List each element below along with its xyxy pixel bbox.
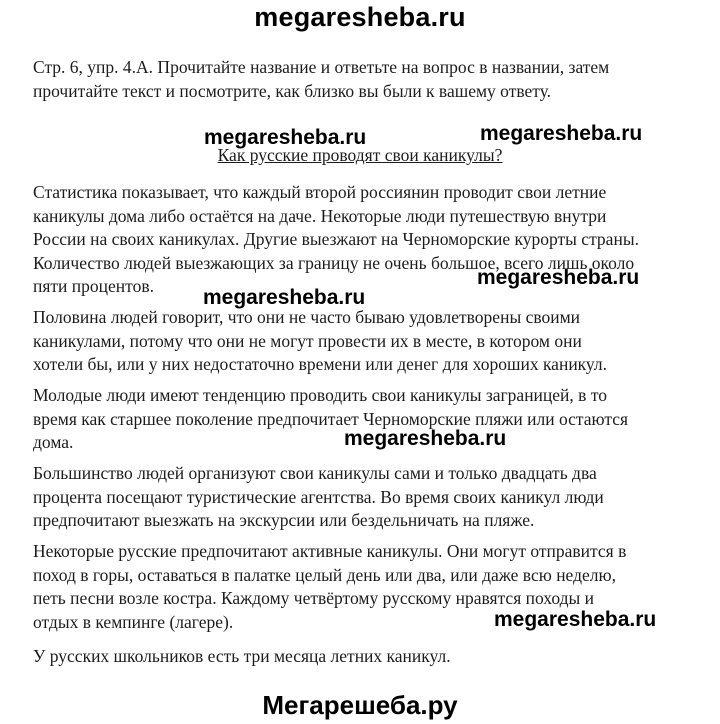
watermark: megaresheba.ru	[494, 608, 657, 631]
text-line: Количество людей выезжающих за границу не очень большое, всего лишь около	[33, 252, 635, 273]
text-line: поход в горы, оставаться в палатке целый день или два, или даже всю неделю,	[33, 564, 616, 585]
text-line: Молодые люди имеют тенденцию проводить свои каникулы заграницей, в то	[33, 385, 607, 405]
text-line: петь песни возле костра. Каждому четвёртому русскому нравятся походы и	[33, 588, 595, 608]
text-line: пяти процентов.	[33, 276, 154, 296]
site-footer-title: Мегарешеба.ру	[262, 690, 458, 720]
text-line: каникулы дома либо остаётся на даче. Некоторые люди путешествую внутри	[33, 205, 607, 226]
paragraph-2	[33, 306, 607, 377]
watermark: megaresheba.ru	[204, 126, 367, 149]
text-line: хотели бы, или у них недостаточно времени или денег для хороших каникул.	[33, 354, 608, 374]
task-line: прочитайте текст и посмотрите, как близко вы были к вашему ответу.	[33, 80, 552, 101]
task-line: Стр. 6, упр. 4.А. Прочитайте название и ответьте на вопрос в названии, затем	[33, 57, 610, 77]
text-line: дома.	[33, 432, 74, 452]
paragraph-4	[33, 462, 604, 533]
text-line: Большинство людей организуют свои каникулы сами и только двадцать два	[33, 463, 597, 483]
text-line: У русских школьников есть три месяца летних каникул.	[33, 646, 451, 666]
text-line: Некоторые русские предпочитают активные каникулы. Они могут отправится в	[33, 541, 627, 561]
text-line: России на своих каникулах. Другие выезжают на Черноморские курорты страны.	[33, 229, 639, 249]
article-title: Как русские проводят свои каникулы?	[217, 145, 503, 165]
text-line: процента посещают туристические агентства. Во время своих каникул люди	[33, 486, 604, 507]
watermark: megaresheba.ru	[480, 122, 643, 145]
site-header-title: megaresheba.ru	[254, 2, 466, 32]
paragraph-6	[33, 645, 451, 669]
watermark: megaresheba.ru	[477, 266, 640, 289]
watermark: megaresheba.ru	[344, 427, 507, 450]
text-line: предпочитают выезжать на экскурсии или бездельничать на пляже.	[33, 510, 535, 530]
text-line: отдых в кемпинге (лагере).	[33, 611, 234, 632]
task-instructions	[33, 56, 693, 103]
paragraph-3	[33, 384, 628, 455]
watermark: megaresheba.ru	[203, 286, 366, 309]
text-line: каникулами, потому что они не могут провести их в месте, в котором они	[33, 330, 582, 351]
text-line: Статистика показывает, что каждый второй россиянин проводит свои летние	[33, 182, 607, 202]
text-line: время как старшее поколение предпочитает Черноморские пляжи или остаются	[33, 408, 629, 429]
text-line: Половина людей говорит, что они не часто бываю удовлетворены своими	[33, 307, 581, 327]
